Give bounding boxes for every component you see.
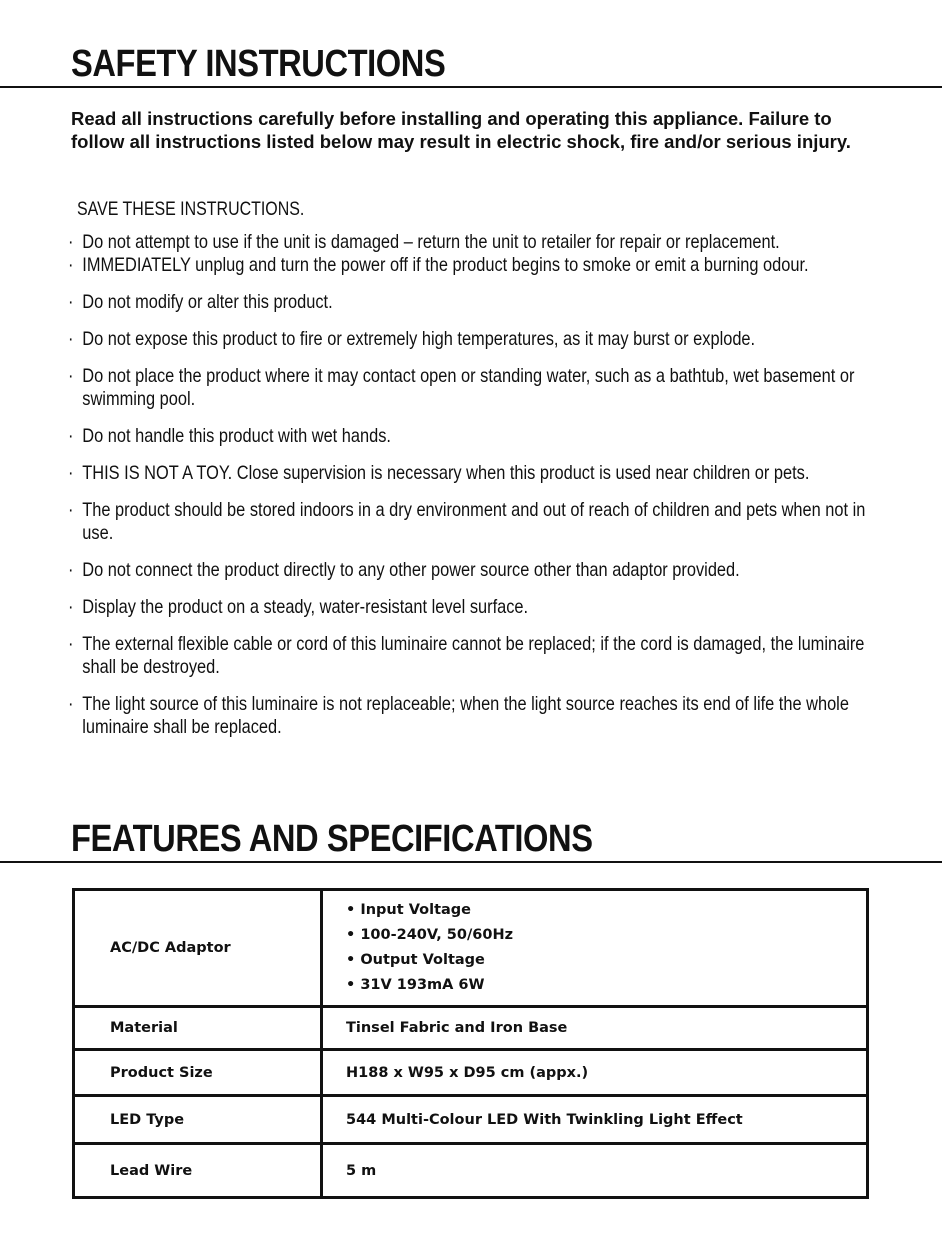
features-heading: FEATURES AND SPECIFICATIONS	[71, 818, 593, 860]
table-row	[74, 890, 868, 1007]
adaptor-bullet-list	[346, 898, 866, 998]
safety-item: · Do not connect the product directly to any other power source other than adaptor provided.	[68, 559, 740, 581]
safety-heading: SAFETY INSTRUCTIONS	[71, 43, 446, 85]
table-row	[74, 1144, 868, 1198]
table-row	[74, 1050, 868, 1096]
list-item: • 100-240V, 50/60Hz	[346, 927, 514, 943]
spec-label: Material	[74, 1007, 322, 1050]
safety-item: · The external flexible cable or cord of this luminaire cannot be replaced; if the cord is damaged, the luminaire shall be destroyed.	[68, 633, 865, 678]
list-item: • 31V 193mA 6W	[346, 977, 485, 993]
safety-item: · Do not handle this product with wet hands.	[68, 425, 391, 447]
safety-item: · The product should be stored indoors in a dry environment and out of reach of children and pets when not in use.	[68, 499, 866, 544]
safety-item: · IMMEDIATELY unplug and turn the power off if the product begins to smoke or emit a burning odour.	[68, 254, 809, 276]
spec-label: Lead Wire	[74, 1144, 322, 1198]
spec-table	[72, 888, 869, 1199]
spec-value: 5 m	[346, 1162, 377, 1179]
spec-label: Product Size	[74, 1050, 322, 1096]
spec-label: LED Type	[74, 1096, 322, 1144]
safety-intro: Read all instructions carefully before installing and operating this appliance. Failure to follow all instructions listed below may result in electric shock, fire and/or serious injury.	[71, 108, 851, 152]
list-item: • Output Voltage	[346, 952, 485, 968]
table-row	[74, 1096, 868, 1144]
spec-value	[322, 890, 868, 1007]
table-row	[74, 1007, 868, 1050]
save-instructions-note: SAVE THESE INSTRUCTIONS.	[77, 199, 305, 220]
spec-value: Tinsel Fabric and Iron Base	[322, 1007, 868, 1050]
safety-item: · Display the product on a steady, water-resistant level surface.	[68, 596, 529, 618]
list-item: • Input Voltage	[346, 902, 472, 918]
safety-item: · The light source of this luminaire is not replaceable; when the light source reaches its end of life the whole luminaire shall be replaced.	[68, 693, 849, 738]
safety-item: · Do not expose this product to fire or extremely high temperatures, as it may burst or explode.	[68, 328, 756, 350]
safety-item: · Do not modify or alter this product.	[68, 291, 333, 313]
spec-value: H188 x W95 x D95 cm (appx.)	[322, 1050, 868, 1096]
features-heading-rule	[0, 861, 942, 863]
spec-label: AC/DC Adaptor	[74, 890, 322, 1007]
safety-list	[68, 231, 874, 739]
safety-item: · Do not place the product where it may contact open or standing water, such as a bathtub, wet basement or swimming pool.	[68, 365, 855, 410]
safety-item: · THIS IS NOT A TOY. Close supervision is necessary when this product is used near children or pets.	[68, 462, 810, 484]
safety-heading-rule	[0, 86, 942, 88]
safety-item: · Do not attempt to use if the unit is damaged – return the unit to retailer for repair or replacement.	[68, 231, 780, 253]
spec-value: 544 Multi-Colour LED With Twinkling Light Effect	[322, 1096, 868, 1144]
